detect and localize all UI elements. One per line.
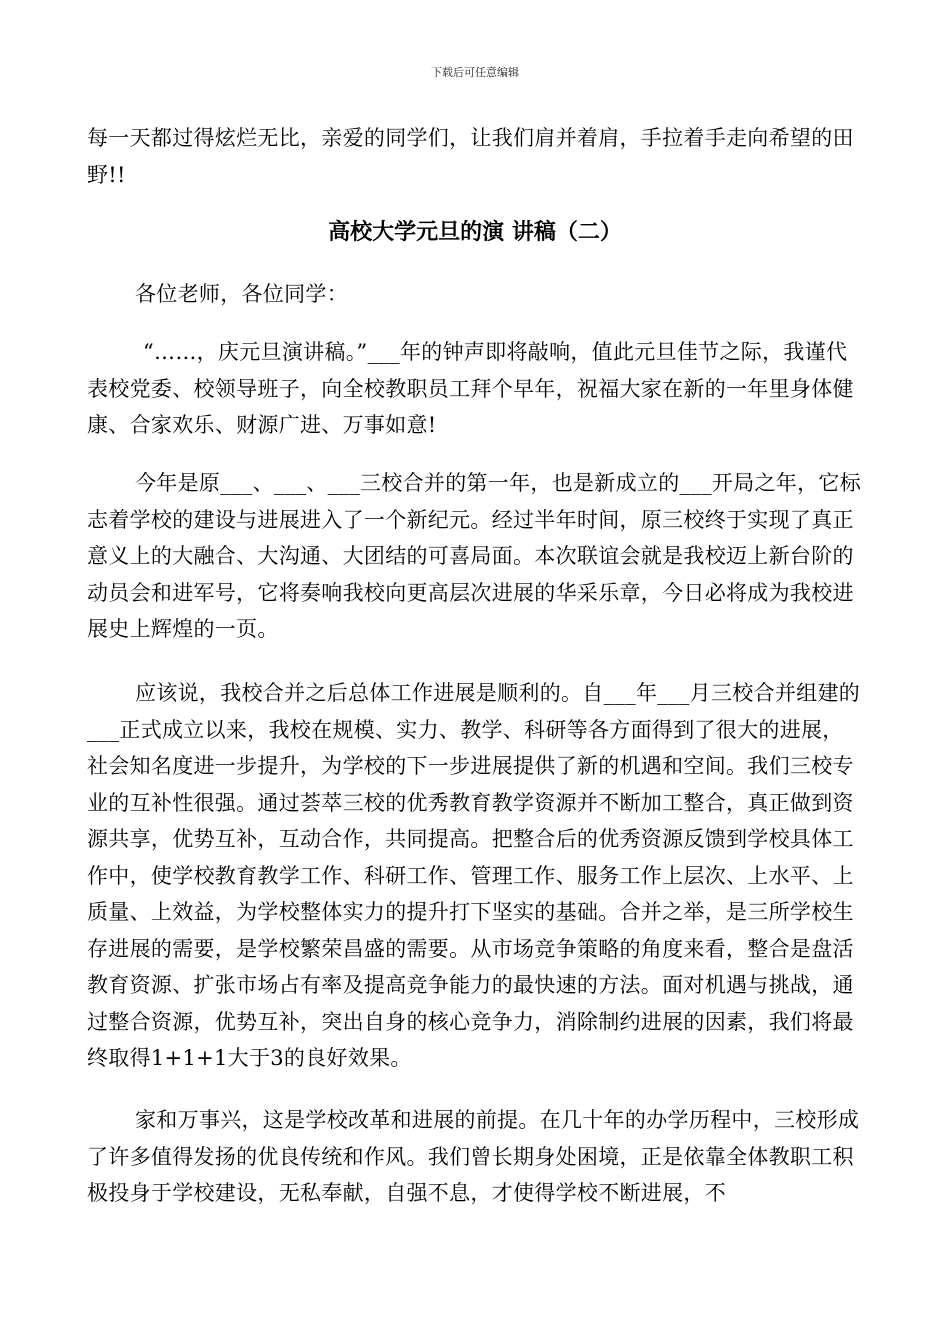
continuation-paragraph: 每一天都过得炫烂无比，亲爱的同学们，让我们肩并着肩，手拉着手走向希望的田野!! (87, 126, 854, 187)
paragraph-1: “……，庆元旦演讲稿。”___年的钟声即将敲响，值此元旦佳节之际，我谨代表校党委、校领导班子，向全校教职员工拜个早年，祝福大家在新的一年里身体健康、合家欢乐、财源广进、万事如意! (87, 340, 854, 437)
greeting: 各位老师，各位同学： (135, 282, 348, 306)
page-header-note: 下载后可任意编辑 (431, 66, 519, 79)
document-title: 高校大学元旦的演 讲稿（二） (328, 219, 622, 245)
paragraph-4: 家和万事兴，这是学校改革和进展的前提。在几十年的办学历程中，三校形成了许多值得发扬的优良传统和作风。我们曾长期身处困境，正是依靠全体教职工积极投身于学校建设，无私奉献，自强不息，才使得学校不断进展，不 (87, 1108, 860, 1205)
paragraph-2: 今年是原___、___、___三校合并的第一年，也是新成立的___开局之年，它标志着学校的建设与进展进入了一个新纪元。经过半年时间，原三校终于实现了真正意义上的大融合、大沟通、大团结的可喜局面。本次联谊会就是我校迈上新台阶的动员会和进军号，它将奏响我校向更高层次进展的华采乐章，今日必将成为我校进展史上辉煌的一页。 (87, 471, 861, 641)
paragraph-3: 应该说，我校合并之后总体工作进展是顺利的。自___年___月三校合并组建的___正式成立以来，我校在规模、实力、教学、科研等各方面得到了很大的进展，社会知名度进一步提升，为学校的下一步进展提供了新的机遇和空间。我们三校专业的互补性很强。通过荟萃三校的优秀教育教学资源并不断加工整合，真正做到资源共享，优势互补，互动合作，共同提高。把整合后的优秀资源反馈到学校具体工作中，使学校教育教学工作、科研工作、管理工作、服务工作上层次、上水平、上质量、上效益，为学校整体实力的提升打下坚实的基础。合并之举，是三所学校生存进展的需要，是学校繁荣昌盛的需要。从市场竞争策略的角度来看，整合是盘活教育资源、扩张市场占有率及提高竞争能力的最快速的方法。面对机遇与挑战，通过整合资源，优势互补，突出自身的核心竞争力，消除制约进展的因素，我们将最终取得1+1+1大于3的良好效果。 (87, 681, 861, 1070)
